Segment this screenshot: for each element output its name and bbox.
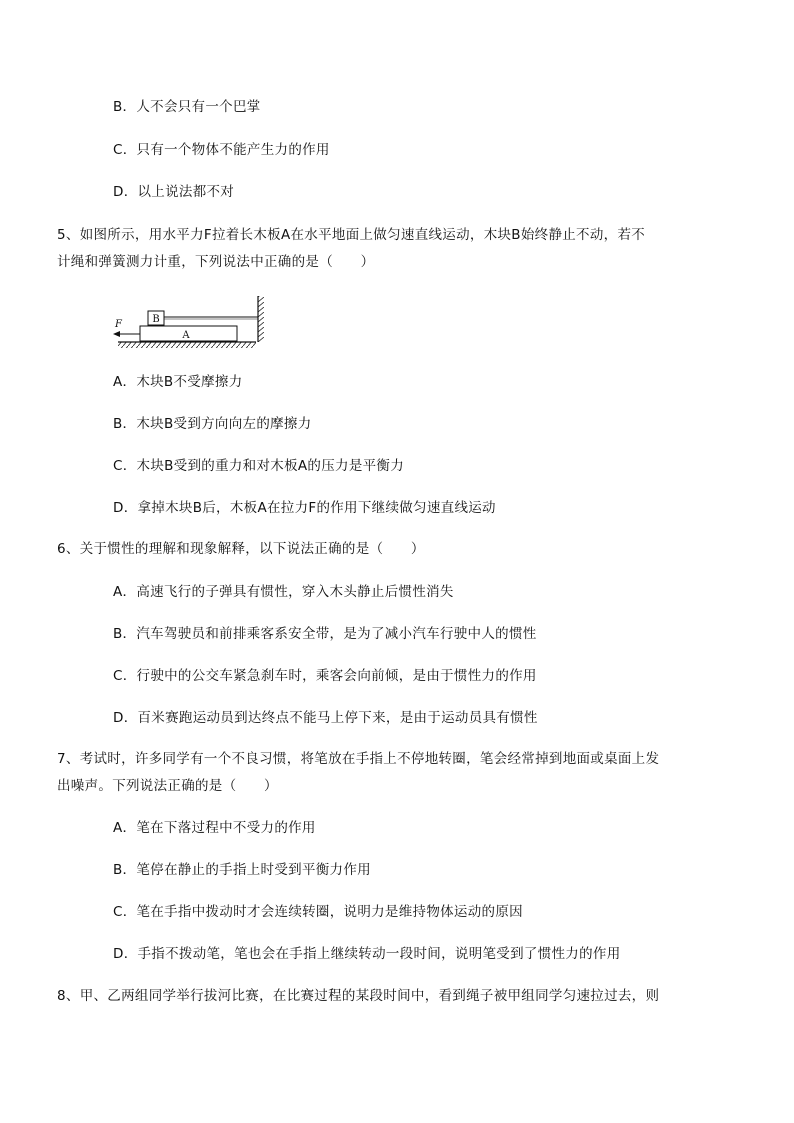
board-a-label: A xyxy=(182,330,190,341)
q5-option-c: C．木块B受到的重力和对木板A的压力是平衡力 xyxy=(113,458,405,474)
q6-option-c: C．行驶中的公交车紧急刹车时，乘客会向前倾，是由于惯性力的作用 xyxy=(113,668,537,684)
q4-option-c: C．只有一个物体不能产生力的作用 xyxy=(113,142,330,158)
q5-stem-line2: 计绳和弹簧测力计重，下列说法中正确的是（ ） xyxy=(57,254,375,270)
q6-option-b: B．汽车驾驶员和前排乘客系安全带，是为了减小汽车行驶中人的惯性 xyxy=(113,626,537,642)
q5-option-b: B．木块B受到方向向左的摩擦力 xyxy=(113,416,312,432)
q6-option-d: D．百米赛跑运动员到达终点不能马上停下来，是由于运动员具有惯性 xyxy=(113,710,538,726)
q7-option-d: D．手指不拨动笔，笔也会在手指上继续转动一段时间，说明笔受到了惯性力的作用 xyxy=(113,946,621,962)
q5-stem-line1: 5、如图所示，用水平力F拉着长木板A在水平地面上做匀速直线运动，木块B始终静止不动，若不 xyxy=(57,227,646,243)
block-b-label: B xyxy=(152,314,160,325)
force-label: F xyxy=(115,319,122,330)
force-arrow-head xyxy=(113,331,120,337)
q4-option-d: D．以上说法都不对 xyxy=(113,184,235,200)
wall-hatching xyxy=(258,296,264,342)
q8-stem-line1: 8、甲、乙两组同学举行拔河比赛，在比赛过程的某段时间中，看到绳子被甲组同学匀速拉过去，则 xyxy=(57,988,660,1004)
q4-option-b: B．人不会只有一个巴掌 xyxy=(113,99,261,115)
q5-figure-diagram xyxy=(108,292,268,354)
q7-option-c: C．笔在手指中拨动时才会连续转圈，说明力是维持物体运动的原因 xyxy=(113,904,523,920)
q6-stem-line1: 6、关于惯性的理解和现象解释，以下说法正确的是（ ） xyxy=(57,541,425,557)
q5-option-d: D．拿掉木块B后，木板A在拉力F的作用下继续做匀速直线运动 xyxy=(113,500,496,516)
ground-hatching xyxy=(118,342,256,348)
q7-stem-line2: 出噪声。下列说法正确的是（ ） xyxy=(57,778,278,794)
q7-stem-line1: 7、考试时，许多同学有一个不良习惯，将笔放在手指上不停地转圈，笔会经常掉到地面或桌面上发 xyxy=(57,751,660,767)
q7-option-b: B．笔停在静止的手指上时受到平衡力作用 xyxy=(113,862,371,878)
q7-option-a: A．笔在下落过程中不受力的作用 xyxy=(113,820,316,836)
q5-option-a: A．木块B不受摩擦力 xyxy=(113,374,243,390)
q6-option-a: A．高速飞行的子弹具有惯性，穿入木头静止后惯性消失 xyxy=(113,584,454,600)
